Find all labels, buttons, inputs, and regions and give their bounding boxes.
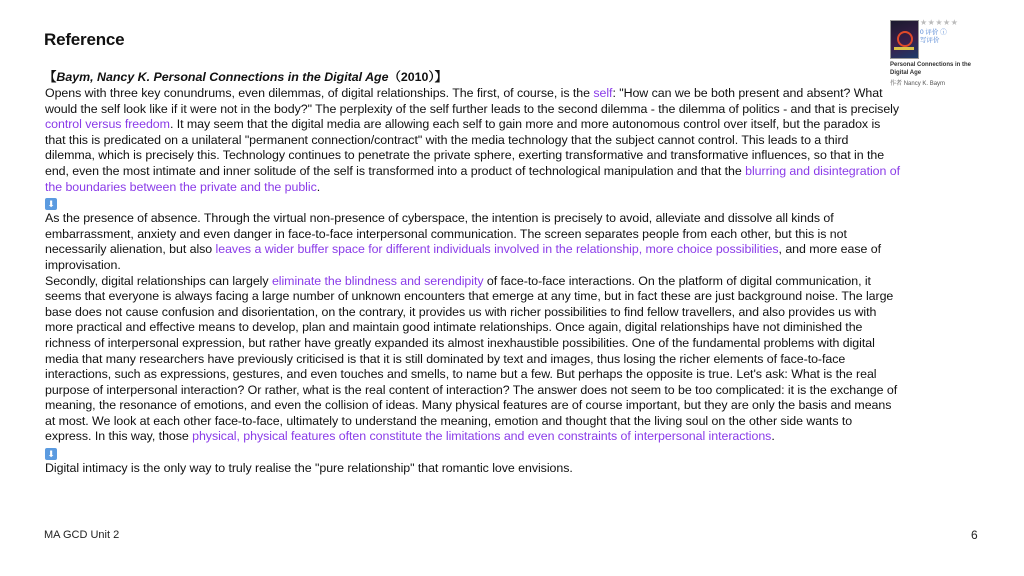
highlighted-text: physical, physical features often constitute the limitations and even constraints of interpersonal interactions [192,429,772,444]
text-run: Digital intimacy is the only way to truly realise the "pure relationship" that romantic love envisions. [45,461,573,476]
footer-text: MA GCD Unit 2 [44,529,120,541]
text-run: . [771,429,775,444]
text-run: . It may seem that the digital media are allowing each self to gain more and more autonomous control over itself, but the paradox is that this is predicated on a unilateral "permanent connection/contract" with the media technology that the subject cannot control. This leads to a third dilemma, which is precisely this. Technology continues to penetrate the private sphere, exerting transformative and transformative influences, so that in the end, even the most intimate and inner solitude of the self is transformed into a product of technological manipulation and that the [45,117,885,178]
author-label: 作者 [890,81,903,87]
highlighted-text: eliminate the blindness and serendipity [271,273,484,288]
author-name: Nancy K. Baym [903,81,946,87]
text-run: of face-to-face interactions. On the platform of digital communication, it seems that everyone is always facing a large number of unknown encounters that emerge at any time, but in fact these are just background noise. The large base does not cause confusion and disorientation, on the contrary, it provides us with richer possibilities to find fellow travellers, and also provides us with more practical and effective means to develop, plan and maintain good intimate relationships. Once again, digital relationships have not diminished the richness of interpersonal expression, but rather have greatly expanded its almost inexhaustible possibilities. One of the fundamental problems with digital media that many researchers have previously criticised is that it is still dominated by text and images, thus losing the richer elements of face-to-face interactions, such as expressions, gestures, and even touches and smells, to name but a few. But perhaps the opposite is true. Let's ask: What is the real purpose of interpersonal interaction? Or rather, what is the real content of interaction? The answer does not seem to be too complicated: it is the exchange of meaning, the resonance of emotions, and even the collision of ideas. Many physical features are of course important, but they are only the basis and means at most. We look at each other face-to-face, ultimately to understand the meaning, emotion and thought that the living soul on the other side wants to express. In this way, those [45,273,898,444]
body-text [45,86,901,477]
book-card[interactable] [886,16,990,92]
highlighted-text: control versus freedom [45,117,170,132]
star-rating-icon[interactable]: ★★★★★ [920,18,959,27]
paragraph-4 [45,461,901,477]
book-cover-image[interactable] [890,20,919,59]
page-title: Reference [44,30,125,49]
highlighted-text: blurring and disintegration of the boundaries between the private and the public [45,163,900,194]
write-review-link[interactable]: 写评价 [920,37,940,44]
highlighted-text: leaves a wider buffer space for different individuals involved in the relationship, more choice possibilities [215,242,779,257]
text-run: Opens with three key conundrums, even dilemmas, of digital relationships. The first, of course, is the [45,86,594,100]
highlighted-text: self [593,86,613,100]
text-run: As the presence of absence. Through the virtual non-presence of cyberspace, the intention is precisely to avoid, alleviate and dissolve all kinds of embarrassment, anxiety and even danger in face-to-face interpersonal communication. The screen separates people from each other, but this is not necessarily alienation, but also [45,211,847,257]
paragraph-1 [45,86,901,195]
text-run: : "How can we be both present and absent? What would the self look like if it were not in the body?" The perplexity of the self further leads to the second dilemma - the dilemma of politics - and that is precisely [45,86,900,116]
down-arrow-emoji-icon: ⬇ [45,198,57,210]
text-run: , and more ease of improvisation. [45,242,881,272]
book-author [890,78,945,87]
book-title[interactable]: Personal Connections in the Digital Age [890,62,972,76]
text-run: . [316,179,321,194]
rating-count: 0 评价 ⓘ [920,29,947,36]
text-run: Secondly, digital relationships can largely [45,273,272,288]
page-number: 6 [971,528,978,542]
paragraph-2 [45,211,901,273]
down-arrow-emoji-icon: ⬇ [45,448,57,460]
paragraph-3 [45,274,901,446]
citation: 【Baym, Nancy K. Personal Connections in the Digital Age（2010）】 [44,70,448,84]
